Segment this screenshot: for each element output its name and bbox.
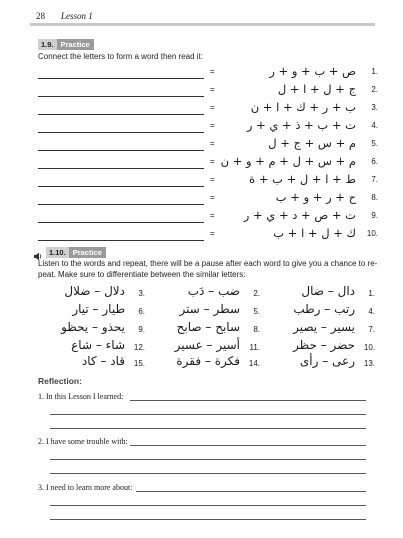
row-number: 5. bbox=[371, 139, 378, 148]
row-number: 3. bbox=[371, 103, 378, 112]
word-pair bbox=[30, 286, 145, 303]
pair-words: حضر – حظر bbox=[293, 338, 355, 352]
header-rule bbox=[30, 23, 375, 26]
letter-sequence: ب + ر + ك + ا + ن bbox=[250, 100, 356, 114]
answer-line[interactable] bbox=[50, 519, 366, 520]
word-pair bbox=[145, 286, 260, 303]
word-pair bbox=[30, 356, 145, 373]
row-number: 10. bbox=[366, 229, 378, 238]
answer-line[interactable] bbox=[50, 414, 366, 415]
pair-words: سطر – ستر bbox=[179, 302, 240, 316]
pair-words: يسير – يصير bbox=[293, 320, 355, 334]
letter-sequence: ج + ل + ا + ل bbox=[277, 82, 356, 96]
section-1-9-heading bbox=[38, 38, 94, 50]
connect-row bbox=[38, 84, 378, 98]
answer-line[interactable] bbox=[130, 400, 366, 401]
equals-sign: = bbox=[210, 157, 215, 166]
pair-number: 1. bbox=[368, 289, 375, 298]
answer-line[interactable] bbox=[38, 150, 204, 151]
pair-words: طيار – تيار bbox=[72, 302, 125, 316]
row-number: 7. bbox=[371, 175, 378, 184]
row-number: 8. bbox=[371, 193, 378, 202]
word-pair bbox=[145, 356, 260, 373]
answer-line[interactable] bbox=[38, 114, 204, 115]
equals-sign: = bbox=[210, 175, 215, 184]
pair-number: 12. bbox=[133, 343, 145, 352]
word-pair bbox=[260, 322, 375, 339]
section-number: 1.10. bbox=[46, 247, 69, 258]
letter-sequence: ك + ل + ا + ب bbox=[273, 226, 356, 240]
answer-line[interactable] bbox=[38, 186, 204, 187]
reflection-prompt: 1. In this Lesson I learned: bbox=[38, 392, 124, 401]
answer-line[interactable] bbox=[50, 428, 366, 429]
pair-number: 3. bbox=[138, 289, 145, 298]
row-number: 4. bbox=[371, 121, 378, 130]
connect-row bbox=[38, 66, 378, 80]
section-number: 1.9. bbox=[38, 39, 57, 50]
section-label: Practice bbox=[69, 247, 106, 258]
letter-sequence: ص + ب + و + ر bbox=[269, 64, 356, 78]
connect-row bbox=[38, 156, 378, 170]
word-pair bbox=[30, 304, 145, 321]
page-number: 28 bbox=[36, 11, 45, 21]
pair-number: 8. bbox=[253, 325, 260, 334]
word-pairs-row bbox=[30, 322, 375, 339]
answer-line[interactable] bbox=[38, 222, 204, 223]
letter-sequence: م + س + ل + م + و + ن bbox=[220, 154, 356, 168]
equals-sign: = bbox=[210, 139, 215, 148]
word-pair bbox=[30, 322, 145, 339]
answer-line[interactable] bbox=[38, 204, 204, 205]
section-label: Practice bbox=[57, 39, 94, 50]
word-pair bbox=[145, 304, 260, 321]
answer-line[interactable] bbox=[50, 473, 366, 474]
pair-number: 11. bbox=[249, 343, 260, 352]
pair-number: 9. bbox=[138, 325, 145, 334]
pair-number: 4. bbox=[368, 307, 375, 316]
section-1-10-heading bbox=[34, 246, 106, 258]
reflection-prompt: 3. I need to learn more about: bbox=[38, 483, 133, 492]
answer-line[interactable] bbox=[38, 132, 204, 133]
answer-line[interactable] bbox=[130, 445, 366, 446]
word-pairs-row bbox=[30, 356, 375, 373]
pair-words: يحذو – يحظو bbox=[61, 320, 125, 334]
answer-line[interactable] bbox=[38, 78, 204, 79]
word-pair bbox=[260, 286, 375, 303]
letter-sequence: م + س + ج + ل bbox=[268, 136, 356, 150]
pair-words: رتب – رطب bbox=[293, 302, 355, 316]
pair-words: قاد – كاد bbox=[81, 354, 125, 368]
section-1-9-instruction: Connect the letters to form a word then read it: bbox=[38, 52, 203, 61]
connect-row bbox=[38, 138, 378, 152]
letter-sequence: ت + ب + ذ + ي + ر bbox=[246, 118, 356, 132]
pair-number: 14. bbox=[248, 359, 260, 368]
equals-sign: = bbox=[210, 85, 215, 94]
equals-sign: = bbox=[210, 103, 215, 112]
equals-sign: = bbox=[210, 229, 215, 238]
answer-line[interactable] bbox=[38, 168, 204, 169]
word-pairs-row bbox=[30, 286, 375, 303]
connect-row bbox=[38, 120, 378, 134]
page-header bbox=[30, 9, 375, 23]
row-number: 1. bbox=[371, 67, 378, 76]
pair-number: 7. bbox=[368, 325, 375, 334]
pair-words: فكرة – فقرة bbox=[176, 354, 240, 368]
letter-sequence: ح + ر + و + ب bbox=[275, 190, 356, 204]
reflection-prompt: 2. I have some trouble with: bbox=[38, 437, 128, 446]
row-number: 9. bbox=[371, 211, 378, 220]
speaker-icon[interactable] bbox=[34, 248, 43, 257]
word-pair bbox=[145, 322, 260, 339]
answer-line[interactable] bbox=[136, 491, 366, 492]
pair-words: أسير – عسير bbox=[174, 338, 240, 352]
connect-row bbox=[38, 174, 378, 188]
section-1-10-instruction bbox=[38, 259, 378, 280]
instruction-line: peat. Make sure to differentiate between the similar letters: bbox=[38, 269, 246, 279]
pair-number: 5. bbox=[253, 307, 260, 316]
connect-row bbox=[38, 192, 378, 206]
pair-words: دال – ضال bbox=[301, 284, 355, 298]
pair-words: دلال – ضلال bbox=[64, 284, 125, 298]
pair-words: ضب – دَب bbox=[187, 284, 240, 298]
pair-words: شاء – شاع bbox=[71, 338, 125, 352]
instruction-line: Listen to the words and repeat, there will be a pause after each word to give you a chance to re- bbox=[38, 259, 378, 268]
word-pairs-row bbox=[30, 304, 375, 321]
word-pair bbox=[260, 304, 375, 321]
equals-sign: = bbox=[210, 121, 215, 130]
pair-number: 2. bbox=[253, 289, 260, 298]
reflection-title: Reflection: bbox=[38, 376, 82, 386]
connect-row bbox=[38, 102, 378, 116]
word-pair bbox=[260, 356, 375, 373]
letter-sequence: ت + ص + د + ي + ر bbox=[243, 208, 356, 222]
connect-row bbox=[38, 210, 378, 224]
connect-row bbox=[38, 228, 378, 242]
equals-sign: = bbox=[210, 67, 215, 76]
letter-sequence: ط + ا + ل + ب + ة bbox=[249, 172, 356, 186]
row-number: 6. bbox=[371, 157, 378, 166]
answer-line[interactable] bbox=[38, 240, 204, 241]
pair-words: رعى – رأى bbox=[299, 354, 355, 368]
equals-sign: = bbox=[210, 211, 215, 220]
pair-words: سابح – صابح bbox=[176, 320, 240, 334]
pair-number: 13. bbox=[363, 359, 375, 368]
answer-line[interactable] bbox=[50, 505, 366, 506]
row-number: 2. bbox=[371, 85, 378, 94]
pair-number: 10. bbox=[363, 343, 375, 352]
answer-line[interactable] bbox=[50, 459, 366, 460]
lesson-title: Lesson 1 bbox=[61, 11, 93, 21]
equals-sign: = bbox=[210, 193, 215, 202]
answer-line[interactable] bbox=[38, 96, 204, 97]
pair-number: 6. bbox=[138, 307, 145, 316]
pair-number: 15. bbox=[133, 359, 145, 368]
